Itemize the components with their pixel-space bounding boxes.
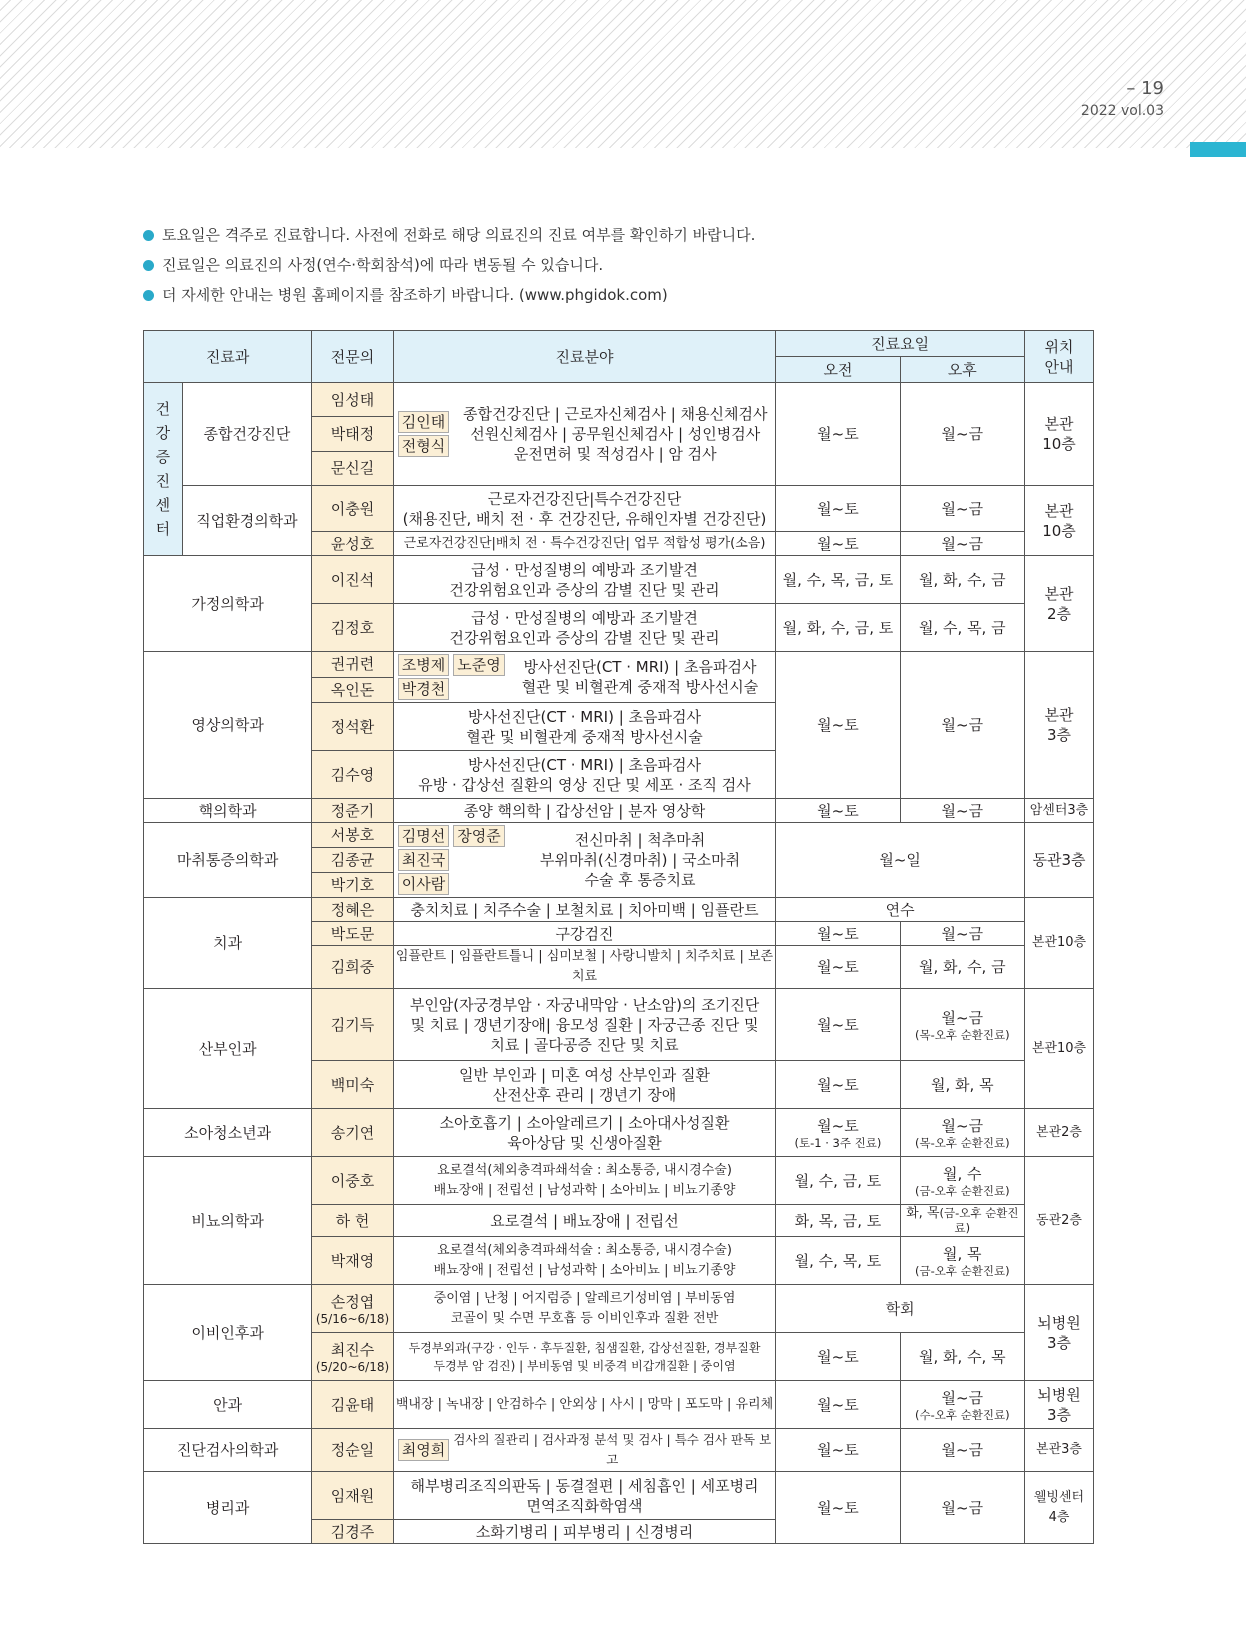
location: 본관 10층 [1024,383,1093,486]
assistant-name: 최진국 [398,849,449,871]
field-cell: 근로자건강진단|특수건강진단 (채용진단, 배치 전 · 후 건강진단, 유해인자별 건강진단) [393,486,776,532]
field-cell: 김명선 장영준 최진국 이사람 전신마취 | 척추마취 부위마취(신경마취) | 국소마취 수술 후 통증치료 [393,823,776,898]
doctor-name: 정혜은 [312,898,394,922]
doctor-name: 정석환 [312,703,394,751]
header-hatch-band [0,0,1246,148]
pm-days: 월~금 [900,799,1024,823]
pm-days: 월, 화, 목 [900,1061,1024,1109]
am-days: 월~토 [776,946,900,989]
accent-bar [1190,142,1246,157]
bullet-icon [143,290,154,301]
doctor-name: 송기연 [312,1109,394,1157]
doctor-name: 박기호 [312,873,394,898]
field-cell: 요로결석(체외충격파쇄석술 : 최소통증, 내시경수술) 배뇨장애 | 전립선 | 남성과학 | 소아비뇨 | 비뇨기종양 [393,1237,776,1285]
assistant-name: 조병제 [398,654,449,676]
pm-note: (금-오후 순환진료) [915,1263,1010,1278]
field-cell: 근로자건강진단|배치 전 · 특수건강진단| 업무 적합성 평가(소음) [393,532,776,556]
page-number-block [1081,78,1164,119]
volume-label: 2022 vol.03 [1080,103,1164,119]
doctor-name: 임성태 [312,383,394,417]
pm-days: 월, 수 (금-오후 순환진료) [900,1157,1024,1205]
all-days: 학회 [776,1285,1025,1333]
am-days: 월~토 (토-1 · 3주 진료) [776,1109,900,1157]
am-days: 월~토 [776,1333,900,1381]
doctor-name: 백미숙 [312,1061,394,1109]
schedule-table [143,330,1094,1544]
header-location: 위치 안내 [1024,331,1093,383]
am-days: 월~토 [776,922,900,946]
pm-days: 월~금 [900,652,1024,799]
doctor-period: (5/16~6/18) [315,1311,390,1326]
assistant-name: 최영희 [398,1439,449,1461]
doctor-name: 정준기 [312,799,394,823]
field-cell: 중이염 | 난청 | 어지럼증 | 알레르기성비염 | 부비동염 코골이 및 수면 무호흡 등 이비인후과 질환 전반 [393,1285,776,1333]
pm-days: 월~금 [900,922,1024,946]
am-days: 월~토 [776,989,900,1061]
am-days: 월~토 [776,1061,900,1109]
field-cell: 요로결석(체외충격파쇄석술 : 최소통증, 내시경수술) 배뇨장애 | 전립선 | 남성과학 | 소아비뇨 | 비뇨기종양 [393,1157,776,1205]
doctor-name: 이충원 [312,486,394,532]
pm-days: 월~금 (목-오후 순환진료) [900,1109,1024,1157]
pm-days: 월~금 (목-오후 순환진료) [900,989,1024,1061]
field-cell: 충치치료 | 치주수술 | 보철치료 | 치아미백 | 임플란트 [393,898,776,922]
location: 본관 3층 [1024,652,1093,799]
pm-days: 월~금 [900,532,1024,556]
pm-days: 월, 목 (금-오후 순환진료) [900,1237,1024,1285]
location: 동관3층 [1024,823,1093,898]
am-days: 월~토 [776,799,900,823]
location: 본관2층 [1024,1109,1093,1157]
pm-days: 월, 화, 수, 금 [900,946,1024,989]
doctor-name: 박도문 [312,922,394,946]
all-days: 연수 [776,898,1025,922]
field-cell: 방사선진단(CT · MRI) | 초음파검사 혈관 및 비혈관계 중재적 방사선시술 [393,703,776,751]
dept-name: 핵의학과 [144,799,312,823]
dept-name: 진단검사의학과 [144,1429,312,1472]
doctor-name: 임재원 [312,1472,394,1520]
doctor-period: (5/20~6/18) [315,1359,390,1374]
am-days: 월~토 [776,532,900,556]
location: 뇌병원 3층 [1024,1285,1093,1381]
assistant-name: 장영준 [453,825,504,847]
location: 웰빙센터 4층 [1024,1472,1093,1544]
field-cell: 백내장 | 녹내장 | 안검하수 | 안외상 | 사시 | 망막 | 포도막 | 유리체 [393,1381,776,1429]
doctor-name: 최진수 (5/20~6/18) [312,1333,394,1381]
field-cell: 해부병리조직의판독 | 동결절편 | 세침흡인 | 세포병리 면역조직화학염색 [393,1472,776,1520]
assistant-name: 김인태 [398,411,449,433]
location: 동관2층 [1024,1157,1093,1285]
am-days: 월~토 [776,652,900,799]
assistant-name: 김명선 [398,825,449,847]
location: 본관 10층 [1024,486,1093,556]
field-cell: 두경부외과(구강 · 인두 · 후두질환, 침샘질환, 갑상선질환, 경부질환 두경부 암 검진) | 부비동염 및 비중격 비갑개질환 | 중이염 [393,1333,776,1381]
pm-days: 월~금 [900,1472,1024,1544]
doctor-name: 윤성호 [312,532,394,556]
location: 뇌병원 3층 [1024,1381,1093,1429]
dept-name: 이비인후과 [144,1285,312,1381]
header-day: 진료요일 [776,331,1025,357]
pm-days: 월~금 [900,486,1024,532]
location: 본관3층 [1024,1429,1093,1472]
doctor-name: 김경주 [312,1520,394,1544]
dept-name: 병리과 [144,1472,312,1544]
doctor-name: 김윤태 [312,1381,394,1429]
doctor-name: 김종균 [312,848,394,873]
dept-name: 영상의학과 [144,652,312,799]
header-am: 오전 [776,357,900,383]
note-item: 토요일은 격주로 진료합니다. 사전에 전화로 해당 의료진의 진료 여부를 확인하기 바랍니다. [143,224,755,245]
note-item: 더 자세한 안내는 병원 홈페이지를 참조하기 바랍니다. (www.phgidok.com) [143,284,755,305]
am-days: 월~토 [776,1429,900,1472]
notes-list [143,224,755,314]
doctor-name: 권귀련 [312,652,394,678]
doctor-name: 김희중 [312,946,394,989]
pm-note: (수-오후 순환진료) [915,1407,1010,1422]
field-cell: 조병제 노준영 박경천 방사선진단(CT · MRI) | 초음파검사 혈관 및 비혈관계 중재적 방사선시술 [393,652,776,703]
doctor-name: 서봉호 [312,823,394,848]
am-days: 월~토 [776,1472,900,1544]
location: 암센터3층 [1024,799,1093,823]
dept-name: 소아청소년과 [144,1109,312,1157]
header-field: 진료분야 [393,331,776,383]
field-cell: 일반 부인과 | 미혼 여성 산부인과 질환 산전산후 관리 | 갱년기 장애 [393,1061,776,1109]
am-days: 월, 수, 목, 토 [776,1237,900,1285]
doctor-name: 김수영 [312,751,394,799]
field-cell: 소화기병리 | 피부병리 | 신경병리 [393,1520,776,1544]
dept-name: 직업환경의학과 [182,486,312,556]
pm-days: 화, 목(금-오후 순환진료) [900,1205,1024,1237]
header-dept: 진료과 [144,331,312,383]
pm-days: 월, 수, 목, 금 [900,604,1024,652]
all-days: 월~일 [776,823,1025,898]
am-days: 월, 수, 금, 토 [776,1157,900,1205]
doctor-name: 김기득 [312,989,394,1061]
field-cell: 부인암(자궁경부암 · 자궁내막암 · 난소암)의 조기진단 및 치료 | 갱년기장애| 융모성 질환 | 자궁근종 진단 및 치료 | 골다공증 진단 및 치료 [393,989,776,1061]
doctor-name: 정순일 [312,1429,394,1472]
bullet-icon [143,230,154,241]
dept-name: 치과 [144,898,312,989]
field-cell: 소아호흡기 | 소아알레르기 | 소아대사성질환 육아상담 및 신생아질환 [393,1109,776,1157]
page-number: – 19 [1126,78,1164,99]
field-cell: 급성 · 만성질병의 예방과 조기발견 건강위험요인과 증상의 감별 진단 및 관리 [393,604,776,652]
pm-note: (금-오후 순환진료) [915,1183,1010,1198]
location: 본관10층 [1024,989,1093,1109]
field-cell: 최영희 검사의 질관리 | 검사과정 분석 및 검사 | 특수 검사 판독 보고 [393,1429,776,1472]
pm-days: 월, 화, 수, 금 [900,556,1024,604]
assistant-name: 전형식 [398,435,449,457]
pm-note: (목-오후 순환진료) [915,1027,1010,1042]
am-days: 월~토 [776,383,900,486]
doctor-name: 하 헌 [312,1205,394,1237]
assistant-name: 노준영 [453,654,504,676]
dept-name: 마취통증의학과 [144,823,312,898]
pm-days: 월~금 [900,383,1024,486]
note-item: 진료일은 의료진의 사정(연수·학회참석)에 따라 변동될 수 있습니다. [143,254,755,275]
header-pm: 오후 [900,357,1024,383]
am-days: 월, 화, 수, 금, 토 [776,604,900,652]
am-days: 화, 목, 금, 토 [776,1205,900,1237]
doctor-name: 옥인돈 [312,677,394,703]
doctor-name: 문신길 [312,451,394,485]
bullet-icon [143,260,154,271]
dept-name: 산부인과 [144,989,312,1109]
doctor-name: 손정엽 (5/16~6/18) [312,1285,394,1333]
assistant-name: 이사람 [398,873,449,895]
pm-days: 월~금 (수-오후 순환진료) [900,1381,1024,1429]
pm-note: (금-오후 순환진료) [939,1206,1019,1235]
assistant-name: 박경천 [398,678,449,700]
doctor-name: 김정호 [312,604,394,652]
schedule-table-wrap [143,330,1094,1544]
doctor-name: 이진석 [312,556,394,604]
am-note: (토-1 · 3주 진료) [794,1135,882,1150]
am-days: 월, 수, 목, 금, 토 [776,556,900,604]
dept-name: 비뇨의학과 [144,1157,312,1285]
location: 본관 2층 [1024,556,1093,652]
doctor-name: 박태정 [312,417,394,451]
pm-days: 월~금 [900,1429,1024,1472]
header-doctor: 전문의 [312,331,394,383]
doctor-name: 이중호 [312,1157,394,1205]
doctor-name: 박재영 [312,1237,394,1285]
field-cell: 방사선진단(CT · MRI) | 초음파검사 유방 · 갑상선 질환의 영상 진단 및 세포 · 조직 검사 [393,751,776,799]
am-days: 월~토 [776,486,900,532]
dept-name: 가정의학과 [144,556,312,652]
am-days: 월~토 [776,1381,900,1429]
field-cell: 구강검진 [393,922,776,946]
location: 본관10층 [1024,898,1093,989]
pm-note: (목-오후 순환진료) [915,1135,1010,1150]
pm-days: 월, 화, 수, 목 [900,1333,1024,1381]
dept-name: 안과 [144,1381,312,1429]
dept-name: 종합건강진단 [182,383,312,486]
field-cell: 요로결석 | 배뇨장애 | 전립선 [393,1205,776,1237]
field-cell: 임플란트 | 임플란트틀니 | 심미보철 | 사랑니발치 | 치주치료 | 보존치료 [393,946,776,989]
field-cell: 급성 · 만성질병의 예방과 조기발견 건강위험요인과 증상의 감별 진단 및 관리 [393,556,776,604]
field-cell: 김인태 전형식 종합건강진단 | 근로자신체검사 | 채용신체검사 선원신체검사 | 공무원신체검사 | 성인병검사 운전면허 및 적성검사 | 암 검사 [393,383,776,486]
field-cell: 종양 핵의학 | 갑상선암 | 분자 영상학 [393,799,776,823]
category-health-center: 건 강 증 진 센 터 [144,383,183,556]
